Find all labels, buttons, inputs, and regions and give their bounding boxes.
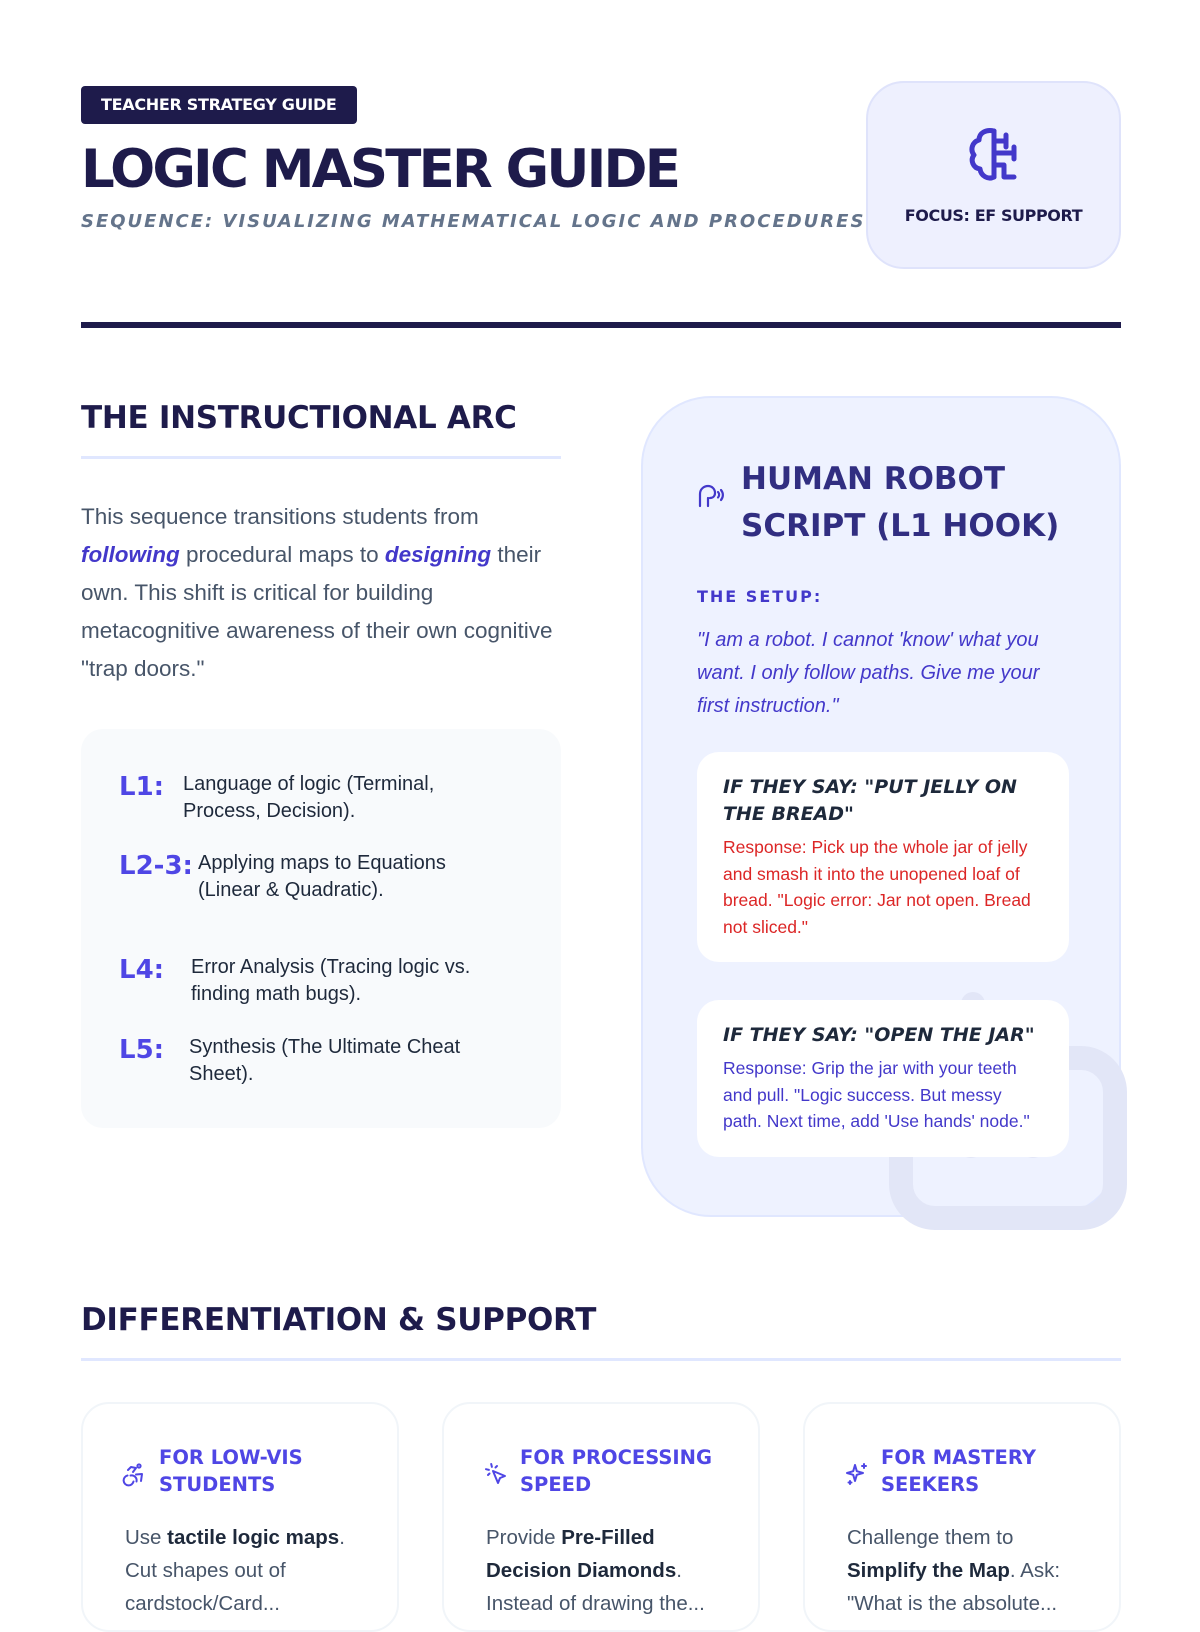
response-card (697, 1000, 1069, 1157)
lesson-item (119, 1030, 489, 1088)
header-divider (81, 322, 1121, 328)
lesson-code: L1: (119, 772, 165, 802)
lesson-text: Language of logic (Terminal, Process, Decision). (183, 773, 435, 822)
lesson-code: L4: (119, 955, 165, 985)
setup-quote: "I am a robot. I cannot 'know' what you want. I only follow paths. Give me your first instruction." (697, 629, 1040, 717)
diff-card-body: Challenge them to Simplify the Map. Ask: "What is the absolute... (847, 1526, 1061, 1615)
diff-card-body: Use tactile logic maps. Cut shapes out of cardstock/Card... (125, 1526, 345, 1615)
lesson-code: L5: (119, 1035, 165, 1065)
diff-card-low-vis (81, 1402, 399, 1632)
page-subtitle: SEQUENCE: VISUALIZING MATHEMATICAL LOGIC AND PROCEDURES (81, 211, 866, 232)
lesson-item (119, 950, 501, 1008)
focus-card (866, 81, 1121, 269)
diff-card-title: FOR PROCESSING SPEED (520, 1446, 713, 1496)
accessibility-icon (123, 1462, 147, 1486)
diff-card-mastery (803, 1402, 1121, 1632)
lesson-text: Applying maps to Equations (Linear & Quadratic). (198, 852, 446, 901)
response-trigger: IF THEY SAY: "OPEN THE JAR" (723, 1024, 1035, 1046)
page-title: LOGIC MASTER GUIDE (81, 139, 679, 200)
section-title-differentiation: DIFFERENTIATION & SUPPORT (81, 1302, 597, 1338)
lesson-text: Error Analysis (Tracing logic vs. finding math bugs). (191, 956, 471, 1005)
lessons-card (81, 729, 561, 1128)
lesson-item (119, 846, 498, 904)
lesson-text: Synthesis (The Ultimate Cheat Sheet). (189, 1036, 461, 1085)
robot-script-title: HUMAN ROBOT SCRIPT (L1 HOOK) (741, 461, 1060, 544)
response-trigger: IF THEY SAY: "PUT JELLY ON THE BREAD" (723, 776, 1017, 825)
response-text: Response: Pick up the whole jar of jelly and smash it into the unopened loaf of bread. "Logic error: Jar not open. Bread not sliced." (723, 837, 1031, 937)
section-title-instructional-arc: THE INSTRUCTIONAL ARC (81, 400, 517, 436)
response-card (697, 752, 1069, 962)
lesson-item (119, 767, 483, 825)
diff-card-processing-speed (442, 1402, 760, 1632)
diff-card-body: Provide Pre-Filled Decision Diamonds. Instead of drawing the... (486, 1526, 705, 1615)
setup-label: THE SETUP: (697, 587, 823, 606)
sparkles-icon (845, 1462, 869, 1486)
section-rule (81, 456, 561, 459)
focus-label: FOCUS: EF SUPPORT (904, 206, 1083, 225)
pointer-click-icon (484, 1462, 508, 1486)
lesson-code: L2-3: (119, 851, 193, 881)
response-text: Response: Grip the jar with your teeth and pull. "Logic success. But messy path. Next time, add 'Use hands' node." (723, 1058, 1030, 1131)
section-rule (81, 1358, 1121, 1361)
diff-card-title: FOR LOW-VIS STUDENTS (159, 1446, 303, 1496)
category-badge: TEACHER STRATEGY GUIDE (81, 86, 357, 124)
brain-icon (964, 123, 1028, 187)
arc-intro: This sequence transitions students from following procedural maps to designing their own. This shift is critical for building metacognitive awareness of their own cognitive "trap doors." (81, 504, 553, 681)
robot-script-card (641, 396, 1121, 1217)
speaking-head-icon (696, 482, 724, 510)
diff-card-title: FOR MASTERY SEEKERS (881, 1446, 1036, 1496)
